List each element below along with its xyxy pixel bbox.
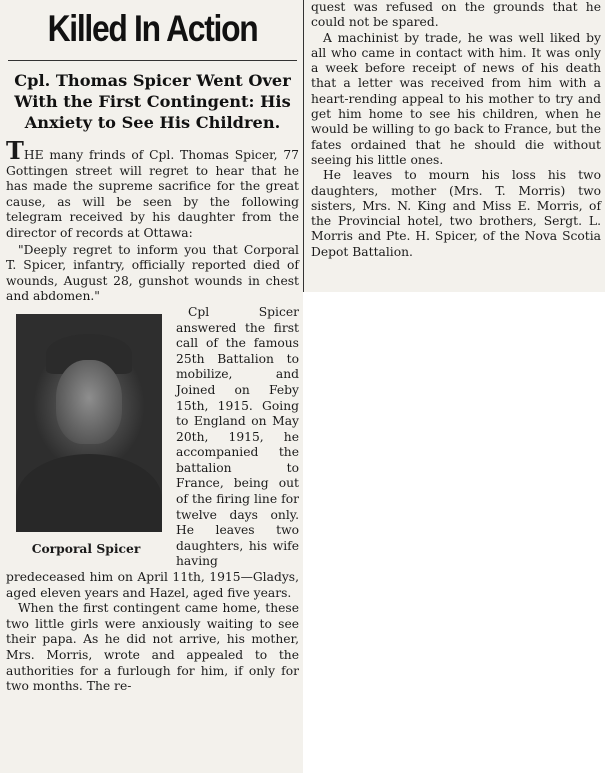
paragraph-furlough: When the first contingent came home, these two little girls were anxiously waiting to see their papa. As he did not arrive, his mother, Mrs. Morris, wrote and appealed to the authorities for a furlough for him, if only for two months. The re-: [6, 601, 299, 694]
portrait-figure: [6, 314, 166, 557]
drop-cap: T: [6, 136, 24, 165]
article-body-right: [311, 0, 601, 260]
telegram-quote: "Deeply regret to inform you that Corporal T. Spicer, infantry, officially reported died of wounds, August 28, gunshot wounds in chest and abdomen.": [6, 242, 299, 304]
subheadline: Cpl. Thomas Spicer Went Over With the First Contingent: His Anxiety to See His Children.: [14, 71, 291, 132]
article-column-right: [303, 0, 605, 292]
paragraph-intro: [6, 136, 299, 242]
photo-caption: Corporal Spicer: [31, 540, 141, 556]
portrait-shoulders-shape: [16, 454, 162, 532]
headline: Killed In Action: [47, 8, 258, 49]
headline-rule: [8, 60, 297, 61]
paragraph-furlough-continued: quest was refused on the grounds that he could not be spared.: [311, 0, 601, 30]
paragraph-intro-text: HE many frinds of Cpl. Thomas Spicer, 77 Gottingen street will regret to hear that he has made the supreme sacrifice for the great cause, as will be seen by the following telegram received by his daughter from the director of records at Ottawa:: [6, 148, 299, 240]
paragraph-survivors: He leaves to mourn his loss his two daughters, mother (Mrs. T. Morris) two sisters, Mrs. N. King and Miss E. Morris, of the Provincial hotel, two brothers, Sergt. L. Morris and Pte. H. Spicer, of the Nova Scotia Depot Battalion.: [311, 168, 601, 259]
portrait-face-shape: [56, 360, 122, 444]
article-body-left: [6, 136, 299, 695]
paragraph-machinist: A machinist by trade, he was well liked by all who came in contact with him. It was only a week before receipt of news of his death that a letter was received from him with a heart-rending appeal to his mother to try and get him home to see his children, when he would be willing to go back to France, but the fates ordained that he should die without seeing his little ones.: [311, 30, 601, 167]
portrait-photo: [16, 314, 162, 532]
paragraph-service: Cpl Spicer answered the first call of the famous 25th Battalion to mobilize, and Joined on Feby 15th, 1915. Going to England on May 20th, 1915, he accompanied the battalion to France, being out of the firing line for twelve days only. He leaves two daughters, his wife having predeceased him on April 11th, 1915—Gladys, aged eleven years and Hazel, aged five years.: [6, 304, 299, 600]
